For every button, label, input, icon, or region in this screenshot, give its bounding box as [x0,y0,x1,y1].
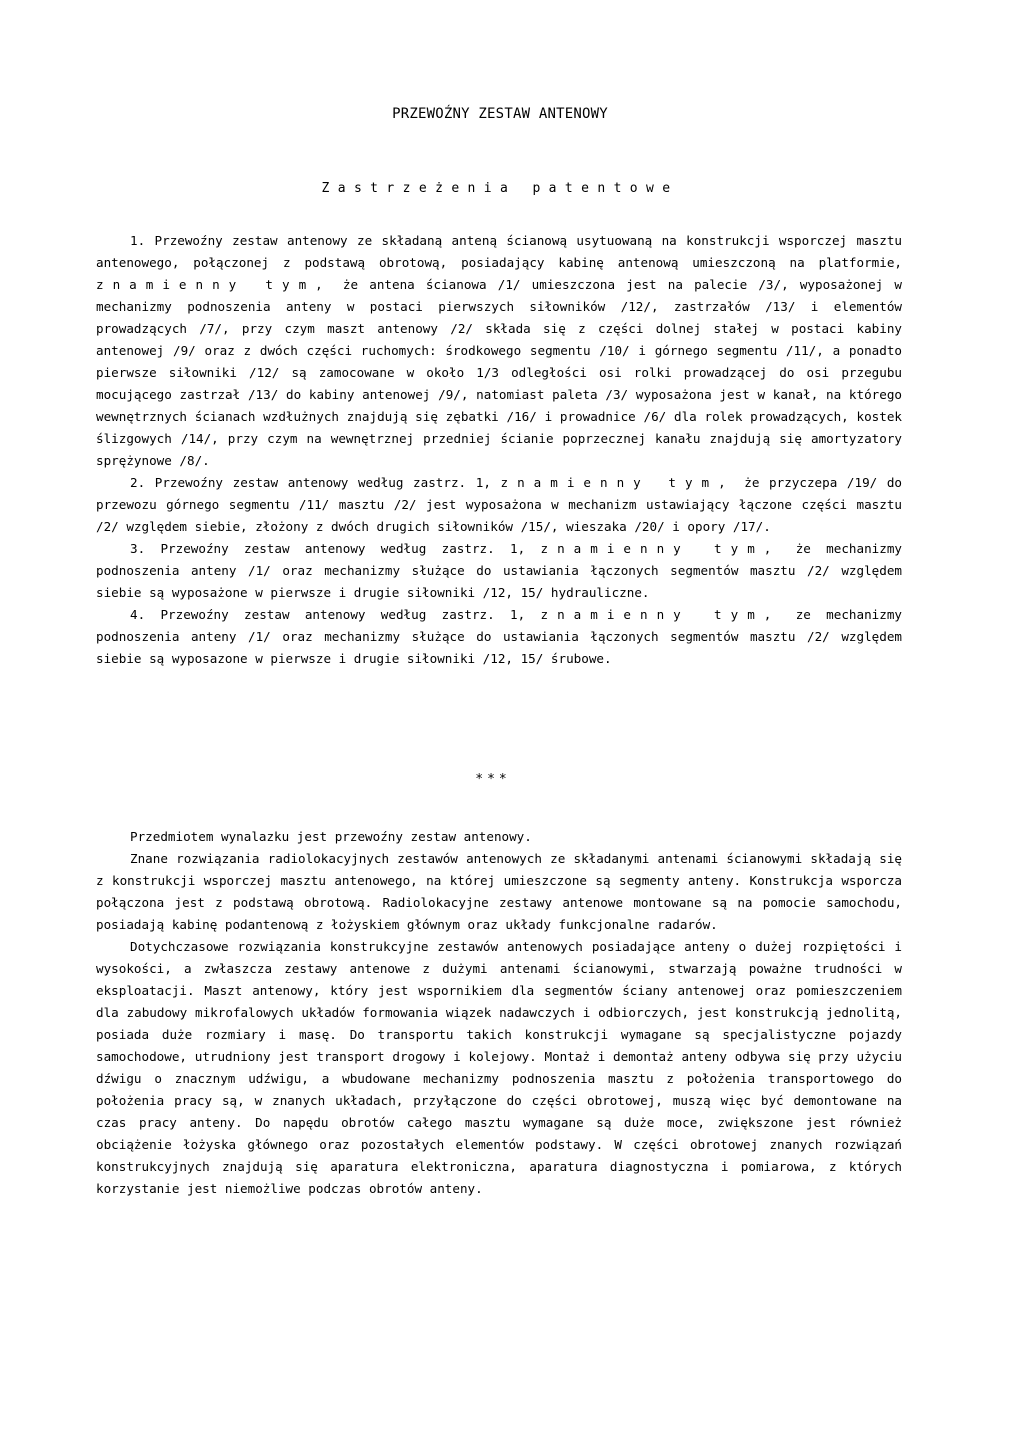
claim-paragraph [96,604,902,670]
description-section [96,826,902,1200]
claim-keyword: znamienny tym, [540,541,781,556]
claim-text: 3. Przewoźny zestaw antenowy według zastrz. 1, [130,541,541,556]
claims-section [96,230,902,670]
claim-text: 2. Przewoźny zestaw antenowy według zastrz. 1, [130,475,501,490]
claim-text: ze mechanizmy podnoszenia anteny /1/ oraz mechanizmy służące do ustawiania łączonych segmentów masztu /2/ względem siebie są wyposazone w pierwsze i drugie siłowniki /12, 15/ śrubowe. [96,607,903,666]
claim-paragraph [96,538,902,604]
claim-text: 1. Przewoźny zestaw antenowy ze składaną anteną ścianową usytuowaną na konstrukcji wsporczej masztu antenowego, połączonej z podstawą obrotową, posiadający kabinę antenową umieszczoną na platformie, [96,233,902,270]
claim-keyword: znamienny tym, [540,607,781,622]
claim-text: że mechanizmy podnoszenia anteny /1/ oraz mechanizmy służące do ustawiania łączonych segmentów masztu /2/ względem siebie są wyposażone w pierwsze i drugie siłowniki /12, 15/ hydrauliczne. [96,541,903,600]
claim-text: 4. Przewoźny zestaw antenowy według zastrz. 1, [130,607,541,622]
claim-text: że antena ścianowa /1/ umieszczona jest na palecie /3/, wyposażonej w mechanizmy podnoszenia anteny w postaci pierwszych siłowników /12/, zastrzałów /13/ i elementów prowadzących /7/, przy czym maszt antenowy /2/ składa się z części dolnej stałej w postaci kabiny antenowej /9/ oraz z dwóch części ruchomych: środkowego segmentu /10/ i górnego segmentu /11/, a ponadto pierwsze siłowniki /12/ są zamocowane w około 1/3 odległości osi rolki prowadzącej do osi przegubu mocującego zastrzał /13/ do kabiny antenowej /9/, natomiast paleta /3/ wyposażona jest w kanał, na którego wewnętrznych ścianach wzdłużnych znajdują się zębatki /16/ i prowadnice /6/ dla rolek prowadzących, kostek ślizgowych /14/, przy czym na wewnętrznej przedniej ścianie poprzecznej kanału znajdują się amortyzatory sprężynowe /8/. [96,277,902,468]
document-title: PRZEWOŹNY ZESTAW ANTENOWY [392,106,608,122]
claim-keyword: znamienny tym, [96,277,332,292]
claim-paragraph [96,472,902,538]
section-separator: *** [475,772,511,787]
description-paragraph: Dotychczasowe rozwiązania konstrukcyjne zestawów antenowych posiadające anteny o dużej rozpiętości i wysokości, a zwłaszcza zestawy antenowe z dużymi antenami ścianowymi, stwarzają poważne trudności w eksploatacji. Maszt antenowy, który jest wspornikiem dla segmentów ściany antenowej oraz pomieszczeniem dla zabudowy mikrofalowych układów formowania wiązek nadawczych i odbiorczych, jest konstrukcją jednolitą, posiada duże rozmiary i masę. Do transportu takich konstrukcji wymagane są specjalistyczne pojazdy samochodowe, utrudniony jest transport drogowy i kolejowy. Montaż i demontaż anteny odbywa się przy użyciu dźwigu o znacznym udźwigu, a wbudowane mechanizmy podnoszenia masztu z położenia transportowego do położenia pracy są, w znanych układach, przyłączone do części obrotowej, muszą więc być demontowane na czas pracy anteny. Do napędu obrotów całego masztu wymagane są duże moce, zwiększone jest również obciążenie łożyska głównego oraz pozostałych elementów podstawy. W części obrotowej znanych rozwiązań konstrukcyjnych znajdują się aparatura elektroniczna, aparatura diagnostyczna i pomiarowa, z których korzystanie jest niemożliwe podczas obrotów anteny. [96,939,902,1196]
claim-paragraph [96,230,902,472]
section-heading: Zastrzeżenia patentowe [321,181,679,196]
claim-text: że przyczepa /19/ do przewozu górnego segmentu /11/ masztu /2/ jest wyposażona w mechanizm ustawiający łączone części masztu /2/ względem siebie, złożony z dwóch drugich siłowników /15/, wieszaka /20/ i opory /17/. [96,475,902,534]
claim-keyword: znamienny tym, [500,475,735,490]
description-paragraph: Przedmiotem wynalazku jest przewoźny zestaw antenowy. [130,829,532,844]
description-paragraph: Znane rozwiązania radiolokacyjnych zestawów antenowych ze składanymi antenami ścianowymi składają się z konstrukcji wsporczej masztu antenowego, na której umieszczone są segmenty anteny. Konstrukcja wsporcza połączona jest z podstawą obrotową. Radiolokacyjne zestawy antenowe montowane są na pomocie samochodu, posiadają kabinę podantenową z łożyskiem głównym oraz układy funkcjonalne radarów. [96,851,902,932]
